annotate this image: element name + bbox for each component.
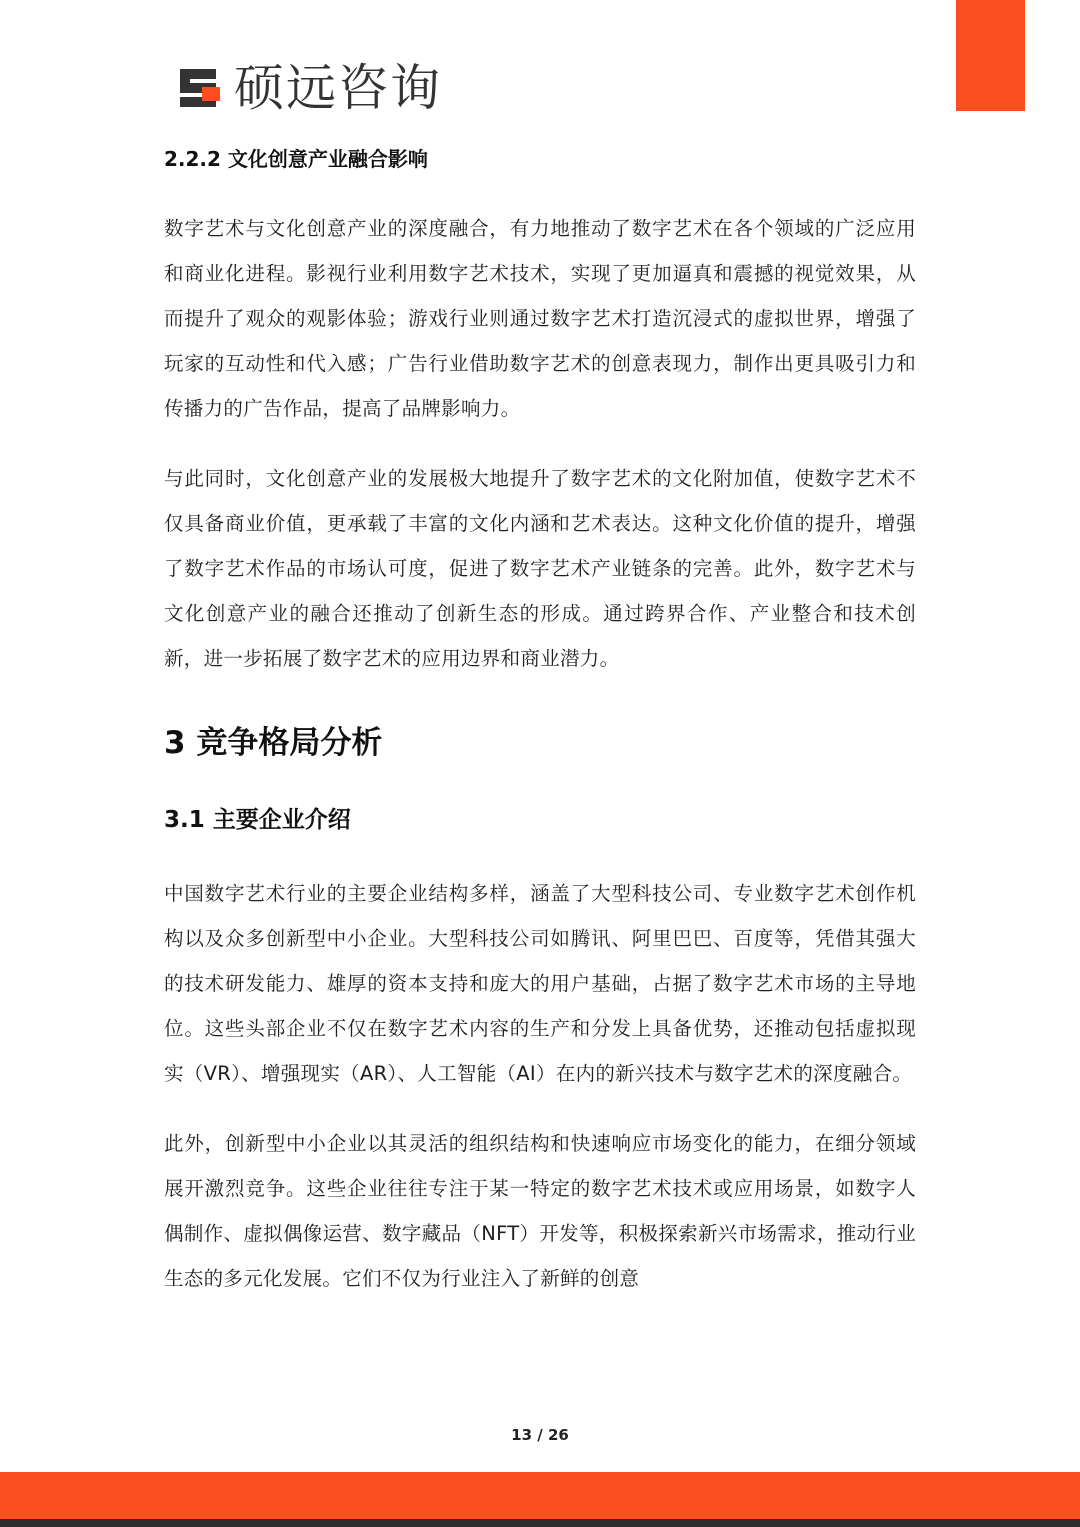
section-heading-3-1: 3.1 主要企业介绍 <box>164 807 351 833</box>
footer-accent-bar <box>0 1472 1080 1519</box>
paragraph: 中国数字艺术行业的主要企业结构多样，涵盖了大型科技公司、专业数字艺术创作机构以及众多创新型中小企业。大型科技公司如腾讯、阿里巴巴、百度等，凭借其强大的技术研发能力、雄厚的资本支持和庞大的用户基础，占据了数字艺术市场的主导地位。这些头部企业不仅在数字艺术内容的生产和分发上具备优势，还推动包括虚拟现实（VR）、增强现实（AR）、人工智能（AI）在内的新兴技术与数字艺术的深度融合。 <box>164 882 916 1085</box>
footer-dark-strip <box>0 1519 1080 1527</box>
paragraph: 此外，创新型中小企业以其灵活的组织结构和快速响应市场变化的能力，在细分领域展开激烈竞争。这些企业往往专注于某一特定的数字艺术技术或应用场景，如数字人偶制作、虚拟偶像运营、数字藏品（NFT）开发等，积极探索新兴市场需求，推动行业生态的多元化发展。它们不仅为行业注入了新鲜的创意 <box>164 1132 916 1290</box>
document-body <box>164 140 916 1326</box>
brand-logo-icon <box>176 63 226 113</box>
brand-name: 硕远咨询 <box>234 59 442 117</box>
corner-accent-tab <box>956 0 1025 111</box>
page-number: 13 / 26 <box>511 1426 569 1444</box>
paragraph: 与此同时，文化创意产业的发展极大地提升了数字艺术的文化附加值，使数字艺术不仅具备商业价值，更承载了丰富的文化内涵和艺术表达。这种文化价值的提升，增强了数字艺术作品的市场认可度，促进了数字艺术产业链条的完善。此外，数字艺术与文化创意产业的融合还推动了创新生态的形成。通过跨界合作、产业整合和技术创新，进一步拓展了数字艺术的应用边界和商业潜力。 <box>164 467 916 670</box>
chapter-heading-3: 3 竞争格局分析 <box>164 725 383 761</box>
paragraph: 数字艺术与文化创意产业的深度融合，有力地推动了数字艺术在各个领域的广泛应用和商业化进程。影视行业利用数字艺术技术，实现了更加逼真和震撼的视觉效果，从而提升了观众的观影体验；游戏行业则通过数字艺术打造沉浸式的虚拟世界，增强了玩家的互动性和代入感；广告行业借助数字艺术的创意表现力，制作出更具吸引力和传播力的广告作品，提高了品牌影响力。 <box>164 217 916 420</box>
brand-logo <box>176 58 442 118</box>
section-heading-2-2-2: 2.2.2 文化创意产业融合影响 <box>164 147 428 171</box>
